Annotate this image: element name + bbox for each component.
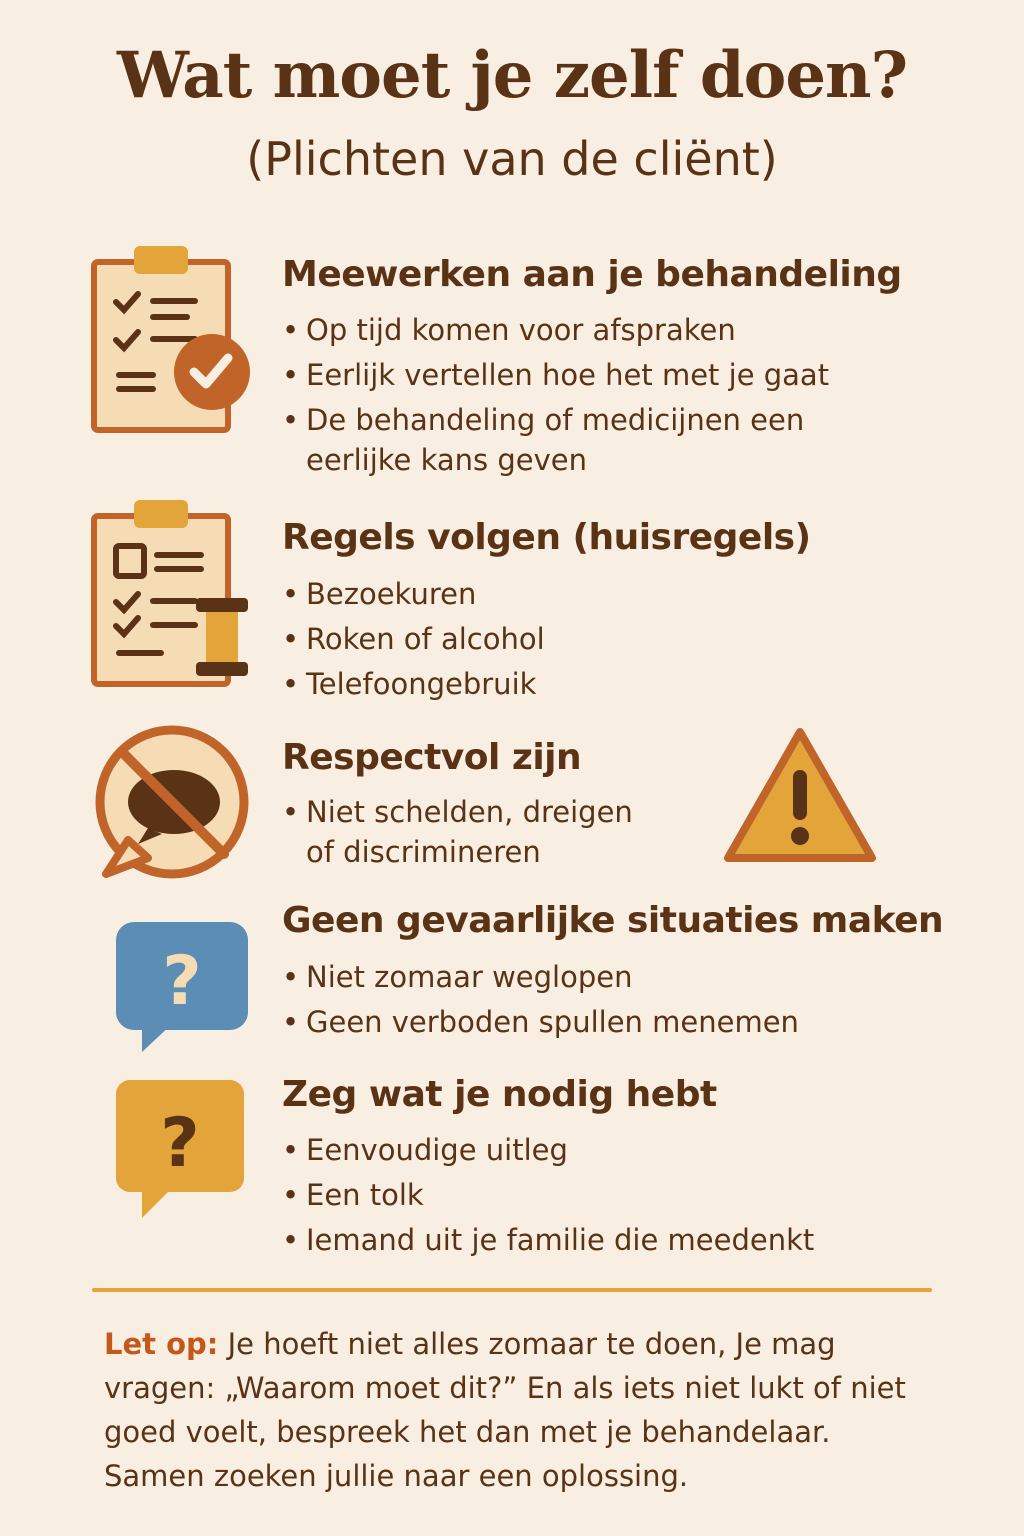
clipboard-rules-icon	[88, 494, 258, 694]
note-paragraph	[104, 1322, 924, 1498]
section-heading: Geen gevaarlijke situaties maken	[282, 900, 944, 941]
question-bubble-blue-icon	[112, 920, 252, 1054]
list-item: • Iemand uit je familie die meedenkt	[282, 1220, 922, 1260]
clipboard-check-icon	[88, 240, 258, 440]
bullet-list	[282, 1130, 922, 1265]
section-heading: Respectvol zijn	[282, 737, 582, 778]
list-item: • Een tolk	[282, 1175, 922, 1215]
note-label: Let op:	[104, 1327, 219, 1361]
list-item: • Bezoekuren	[282, 574, 842, 614]
page-title: Wat moet je zelf doen?	[116, 38, 908, 113]
svg-text:?: ?	[162, 942, 202, 1021]
list-item: • Eerlijk vertellen hoe het met je gaat	[282, 355, 842, 395]
bullet-list	[282, 574, 842, 709]
list-item: • Niet zomaar weglopen	[282, 957, 882, 997]
list-item: • Telefoongebruik	[282, 664, 842, 704]
section-heading: Meewerken aan je behandeling	[282, 254, 902, 295]
note-text: Je hoeft niet alles zomaar te doen, Je mag vragen: „Waarom moet dit?” En als iets niet lukt of niet goed voelt, bespreek het dan met je behandelaar. Samen zoeken jullie naar een oplossing.	[104, 1327, 906, 1493]
question-bubble-yellow-icon	[112, 1078, 248, 1220]
bullet-list	[282, 310, 842, 485]
divider	[92, 1288, 932, 1292]
list-item: • Niet schelden, dreigen of discrimineren	[282, 792, 662, 872]
list-item: • Op tijd komen voor afspraken	[282, 310, 842, 350]
list-item: • De behandeling of medicijnen een eerlijke kans geven	[282, 400, 842, 480]
no-speech-icon	[88, 724, 258, 884]
list-item: • Roken of alcohol	[282, 619, 842, 659]
bullet-list	[282, 792, 662, 877]
section-heading: Regels volgen (huisregels)	[282, 517, 811, 558]
section-heading: Zeg wat je nodig hebt	[282, 1074, 717, 1115]
page-subtitle: (Plichten van de cliënt)	[246, 132, 778, 186]
list-item: • Eenvoudige uitleg	[282, 1130, 922, 1170]
bullet-list	[282, 957, 882, 1047]
svg-text:?: ?	[160, 1104, 200, 1183]
warning-triangle-icon	[720, 724, 880, 866]
list-item: • Geen verboden spullen menemen	[282, 1002, 882, 1042]
